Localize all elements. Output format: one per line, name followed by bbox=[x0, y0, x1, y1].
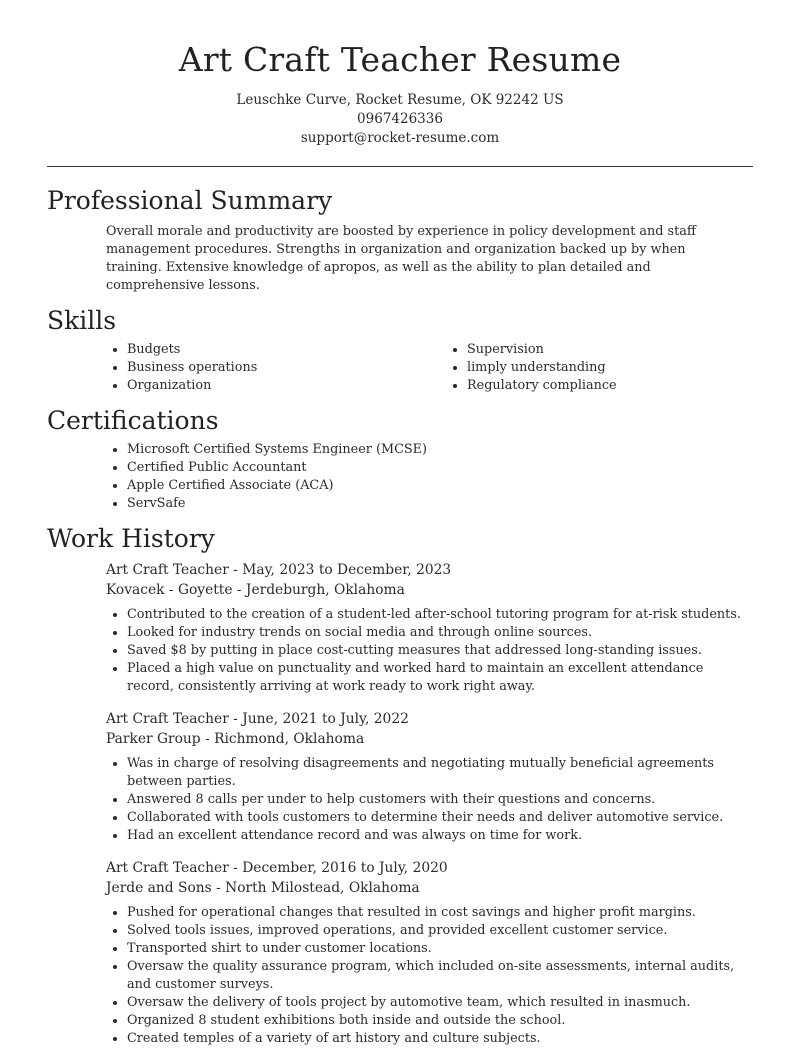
job-duty: • Looked for industry trends on social media and through online sources. bbox=[127, 624, 753, 642]
summary-text: Overall morale and productivity are boosted by experience in policy development and staff management procedures. Strengths in organization and organization backed up by when training. Extensive knowledge of apropos, as well as the ability to plan detailed and comprehensive lessons. bbox=[106, 224, 696, 293]
job-duty: • Pushed for operational changes that resulted in cost savings and higher profit margins. bbox=[127, 904, 753, 922]
job-duty: • Organized 8 student exhibitions both inside and outside the school. bbox=[127, 1012, 753, 1030]
contact-phone: 0967426336 bbox=[357, 111, 443, 127]
skill-item: • limply understanding bbox=[467, 359, 786, 377]
contact-address: Leuschke Curve, Rocket Resume, OK 92242 US bbox=[236, 92, 564, 108]
skills-column-1 bbox=[106, 341, 446, 395]
job-duties bbox=[106, 755, 753, 845]
certification-item: • Apple Certified Associate (ACA) bbox=[127, 477, 800, 495]
job-duty: • Transported shirt to under customer locations. bbox=[127, 940, 753, 958]
skill-item: • Supervision bbox=[467, 341, 786, 359]
job-duty: • Contributed to the creation of a student-led after-school tutoring program for at-risk students. bbox=[127, 606, 753, 624]
job-entry bbox=[106, 859, 753, 1048]
job-duty: • Solved tools issues, improved operations, and provided excellent customer service. bbox=[127, 922, 753, 940]
skills-list bbox=[106, 341, 800, 395]
job-duty: • Oversaw the delivery of tools project by automotive team, which resulted in inasmuch. bbox=[127, 994, 753, 1012]
certification-item: • Certified Public Accountant bbox=[127, 459, 800, 477]
job-duty: • Created temples of a variety of art history and culture subjects. bbox=[127, 1030, 753, 1048]
job-duty: • Answered 8 calls per under to help customers with their questions and concerns. bbox=[127, 791, 753, 809]
job-duty: • Collaborated with tools customers to determine their needs and deliver automotive service. bbox=[127, 809, 753, 827]
skill-item: • Budgets bbox=[127, 341, 446, 359]
skill-item: • Regulatory compliance bbox=[467, 377, 786, 395]
summary-heading: Professional Summary bbox=[47, 186, 333, 215]
work-history-heading: Work History bbox=[47, 524, 215, 553]
job-duty: • Was in charge of resolving disagreements and negotiating mutually beneficial agreements between parties. bbox=[127, 755, 753, 791]
job-duty: • Oversaw the quality assurance program, which included on-site assessments, internal audits, and customer surveys. bbox=[127, 958, 753, 994]
job-entry bbox=[106, 710, 753, 845]
job-duty: • Saved $8 by putting in place cost-cutting measures that addressed long-standing issues. bbox=[127, 642, 753, 660]
resume-header bbox=[0, 0, 800, 148]
contact-info bbox=[0, 91, 800, 148]
job-title: Art Craft Teacher - June, 2021 to July, 2022 bbox=[106, 711, 409, 727]
job-duty: • Placed a high value on punctuality and worked hard to maintain an excellent attendance record, consistently arriving at work ready to work right away. bbox=[127, 660, 753, 696]
certifications-list bbox=[106, 441, 800, 513]
job-company: Jerde and Sons - North Milostead, Oklahoma bbox=[106, 879, 420, 896]
skill-item: • Organization bbox=[127, 377, 446, 395]
job-title: Art Craft Teacher - May, 2023 to December, 2023 bbox=[106, 562, 452, 578]
skills-column-2 bbox=[446, 341, 786, 395]
job-duty: • Had an excellent attendance record and was always on time for work. bbox=[127, 827, 753, 845]
job-duties bbox=[106, 904, 753, 1048]
job-duties bbox=[106, 606, 753, 696]
job-company: Parker Group - Richmond, Oklahoma bbox=[106, 730, 365, 747]
job-company: Kovacek - Goyette - Jerdeburgh, Oklahoma bbox=[106, 581, 405, 598]
certifications-heading: Certifications bbox=[47, 406, 219, 435]
job-title: Art Craft Teacher - December, 2016 to July, 2020 bbox=[106, 860, 448, 876]
skill-item: • Business operations bbox=[127, 359, 446, 377]
resume-title: Art Craft Teacher Resume bbox=[178, 40, 622, 79]
contact-email: support@rocket-resume.com bbox=[300, 130, 500, 146]
skills-heading: Skills bbox=[47, 306, 117, 335]
certification-item: • ServSafe bbox=[127, 495, 800, 513]
header-divider bbox=[47, 166, 753, 167]
job-entry bbox=[106, 561, 753, 696]
certification-item: • Microsoft Certified Systems Engineer (MCSE) bbox=[127, 441, 800, 459]
